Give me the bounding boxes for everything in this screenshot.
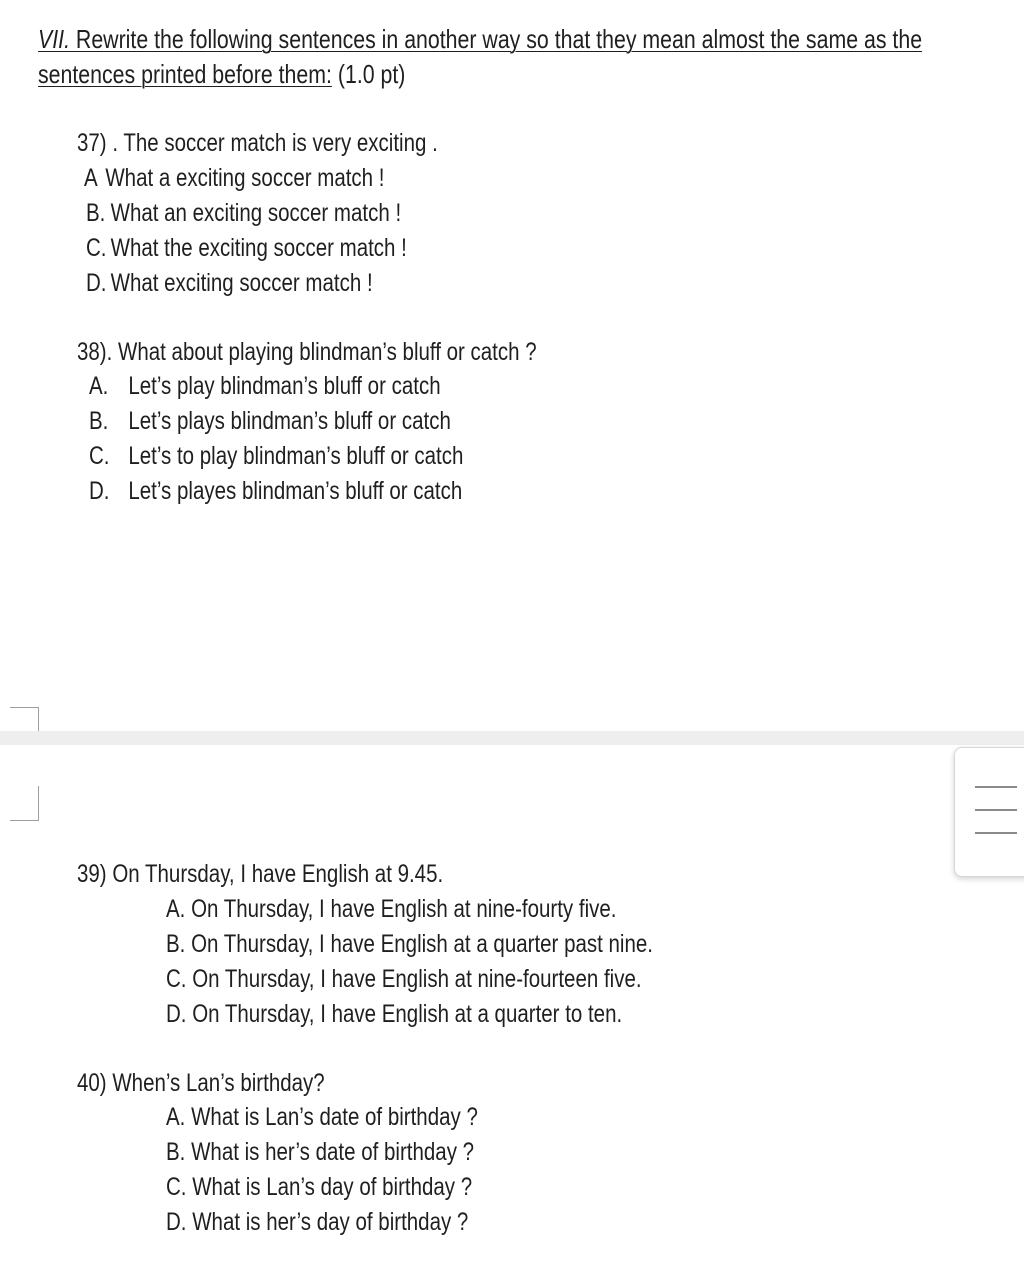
question-38-option-b: B. Let’s plays blindman’s bluff or catch: [89, 407, 451, 435]
question-39-option-c: C. On Thursday, I have English at nine-fourteen five.: [166, 965, 642, 993]
question-39-option-b: B. On Thursday, I have English at a quarter past nine.: [166, 930, 653, 958]
question-37-option-a: A What a exciting soccer match !: [84, 164, 385, 192]
section-points: (1.0 pt): [337, 59, 406, 89]
page-separator: [0, 731, 1024, 745]
question-38-option-a: A. Let’s play blindman’s bluff or catch: [89, 372, 441, 400]
document-page-2: [0, 745, 1024, 1280]
question-40-option-c: C. What is Lan’s day of birthday ?: [166, 1173, 473, 1201]
question-37-option-d: D. What exciting soccer match !: [86, 269, 373, 297]
side-panel-handle[interactable]: [954, 747, 1024, 877]
question-40-stem: 40) When’s Lan’s birthday?: [77, 1069, 325, 1097]
page-crop-mark-top: [10, 786, 39, 821]
section-title-line-2: [38, 59, 405, 89]
question-39-option-a: A. On Thursday, I have English at nine-fourty five.: [166, 895, 617, 923]
question-39-option-d: D. On Thursday, I have English at a quarter to ten.: [166, 1000, 623, 1028]
question-40-option-b: B. What is her’s date of birthday ?: [166, 1138, 475, 1166]
question-38-stem: 38). What about playing blindman’s bluff or catch ?: [77, 338, 537, 366]
question-37-stem: 37) . The soccer match is very exciting .: [77, 129, 438, 157]
section-instruction-cont: sentences printed before them:: [38, 59, 332, 89]
section-title-line-1: [38, 24, 922, 54]
question-37-option-c: C. What the exciting soccer match !: [86, 234, 407, 262]
question-40-option-d: D. What is her’s day of birthday ?: [166, 1208, 469, 1236]
question-40-option-a: A. What is Lan’s date of birthday ?: [166, 1103, 478, 1131]
section-number: VII.: [38, 24, 70, 54]
question-38-option-d: D. Let’s playes blindman’s bluff or catch: [89, 477, 463, 505]
page-crop-mark-bottom: [10, 707, 39, 732]
question-39-stem: 39) On Thursday, I have English at 9.45.: [77, 860, 444, 888]
section-instruction: Rewrite the following sentences in another way so that they mean almost the same as the: [75, 24, 923, 54]
question-37-option-b: B. What an exciting soccer match !: [86, 199, 402, 227]
question-38-option-c: C. Let’s to play blindman’s bluff or catch: [89, 442, 464, 470]
